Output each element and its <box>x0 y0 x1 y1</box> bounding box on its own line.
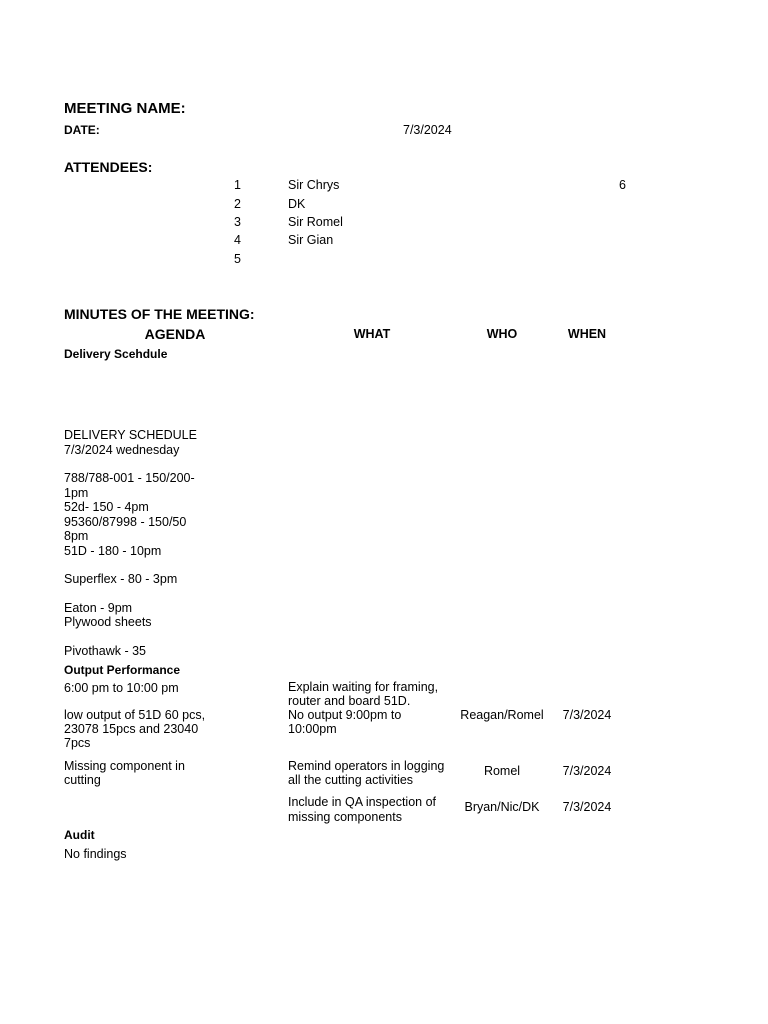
what-line: Include in QA inspection of <box>288 795 437 809</box>
delivery-line: Plywood sheets <box>64 615 152 629</box>
attendee-number: 1 <box>234 178 241 192</box>
what-line: router and board 51D. <box>288 694 411 708</box>
delivery-line: DELIVERY SCHEDULE <box>64 428 197 442</box>
delivery-line: Superflex - 80 - 3pm <box>64 572 178 586</box>
agenda-line: low output of 51D 60 pcs, <box>64 708 206 722</box>
agenda-line: 7pcs <box>64 736 91 750</box>
audit-finding: No findings <box>64 847 127 861</box>
when-cell: 7/3/2024 <box>562 708 612 722</box>
delivery-line: 7/3/2024 wednesday <box>64 443 180 457</box>
when-cell: 7/3/2024 <box>562 764 612 778</box>
what-line: Remind operators in logging <box>288 759 445 773</box>
attendees-label: ATTENDEES: <box>64 159 153 175</box>
attendee-name: Sir Romel <box>288 215 343 229</box>
column-header-when: WHEN <box>567 327 607 341</box>
attendee-name: DK <box>288 197 306 211</box>
when-cell: 7/3/2024 <box>562 800 612 814</box>
who-cell: Bryan/Nic/DK <box>464 800 540 814</box>
delivery-line: 1pm <box>64 486 89 500</box>
output-heading: Output Performance <box>64 663 181 677</box>
date-label: DATE: <box>64 123 100 137</box>
attendee-name: Sir Gian <box>288 233 334 247</box>
agenda-line: 23078 15pcs and 23040 <box>64 722 199 736</box>
attendee-number: 2 <box>234 197 241 211</box>
attendee-number: 4 <box>234 233 241 247</box>
what-line: missing components <box>288 810 402 824</box>
delivery-line: 95360/87998 - 150/50 <box>64 515 187 529</box>
delivery-line: 8pm <box>64 529 89 543</box>
attendee-number: 3 <box>234 215 241 229</box>
column-header-who: WHO <box>486 327 518 341</box>
delivery-line: Pivothawk - 35 <box>64 644 146 658</box>
delivery-heading: Delivery Scehdule <box>64 347 168 361</box>
minutes-label: MINUTES OF THE MEETING: <box>64 306 255 322</box>
attendee-name: Sir Chrys <box>288 178 340 192</box>
what-line: all the cutting activities <box>288 773 414 787</box>
date-value: 7/3/2024 <box>403 123 452 137</box>
what-line: Explain waiting for framing, <box>288 680 439 694</box>
delivery-line: Eaton - 9pm <box>64 601 133 615</box>
attendee-number-extra: 6 <box>619 178 626 192</box>
delivery-line: 52d- 150 - 4pm <box>64 500 149 514</box>
output-time-range: 6:00 pm to 10:00 pm <box>64 681 179 695</box>
what-line: No output 9:00pm to <box>288 708 402 722</box>
column-header-what: WHAT <box>353 327 391 341</box>
audit-heading: Audit <box>64 828 95 842</box>
meeting-name-label: MEETING NAME: <box>64 100 186 117</box>
delivery-line: 788/788-001 - 150/200- <box>64 471 195 485</box>
who-cell: Reagan/Romel <box>460 708 544 722</box>
agenda-line: cutting <box>64 773 101 787</box>
column-header-agenda: AGENDA <box>144 326 206 342</box>
agenda-line: Missing component in <box>64 759 185 773</box>
delivery-line: 51D - 180 - 10pm <box>64 544 162 558</box>
what-line: 10:00pm <box>288 722 337 736</box>
who-cell: Romel <box>483 764 521 778</box>
attendee-number: 5 <box>234 252 241 266</box>
